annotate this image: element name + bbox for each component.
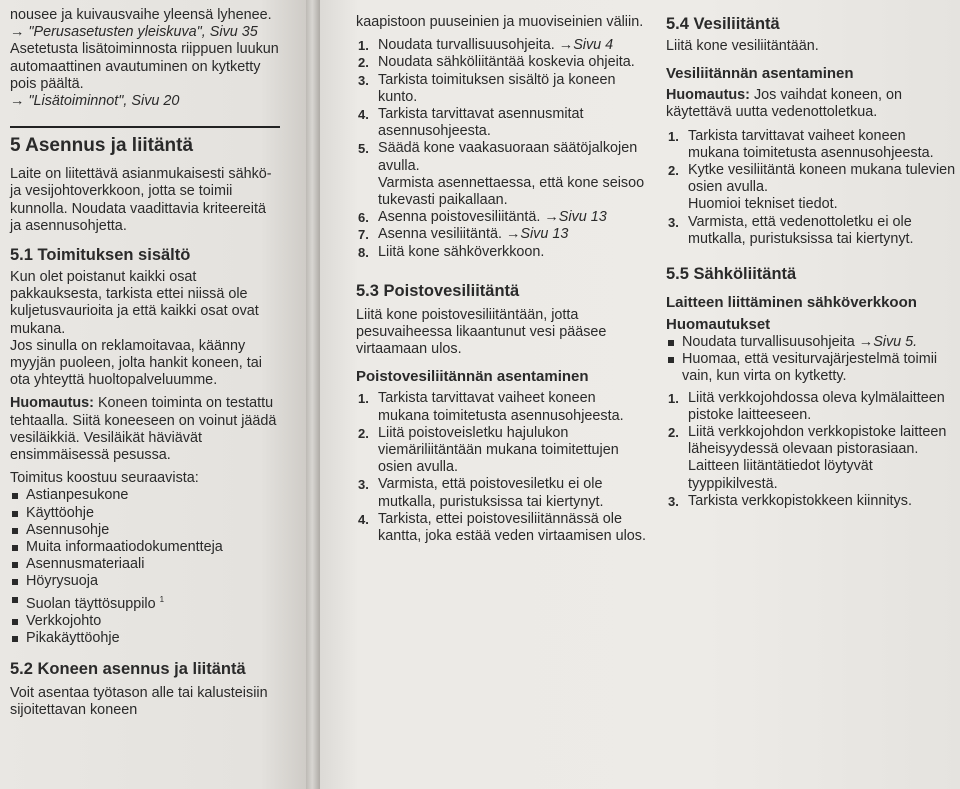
section-5-4-subtitle: Vesiliitännän asentaminen xyxy=(666,65,854,83)
left-page xyxy=(0,0,306,789)
page-ref: Sivu 5. xyxy=(873,334,918,351)
step-item xyxy=(356,425,646,477)
water-steps xyxy=(666,128,956,248)
section-5-2-paragraph: Voit asentaa työtason alle tai kalusteisiin sijoitettavan koneen xyxy=(10,685,268,719)
reference-basic-settings xyxy=(10,24,280,41)
step-item xyxy=(666,493,956,510)
step-item xyxy=(356,476,646,510)
list-item: Verkkojohto xyxy=(10,613,280,630)
arrow-icon: → xyxy=(10,93,25,110)
step-text: Tarkista toimituksen sisältö ja koneen kunto. xyxy=(378,71,616,105)
step-item xyxy=(356,244,646,261)
page-ref: Sivu 13 xyxy=(558,209,607,226)
intro-text: nousee ja kuivausvaihe yleensä lyhenee. xyxy=(10,7,272,23)
step-number: 1. xyxy=(668,128,679,144)
step-extra-text: Varmista asennettaessa, että kone seisoo tukevasti paikallaan. xyxy=(378,174,645,209)
list-item xyxy=(666,334,956,351)
chapter-title: 5 Asennus ja liitäntä xyxy=(10,126,280,158)
reference-text: "Perusasetusten yleiskuva", Sivu 35 xyxy=(28,24,258,41)
step-number: 1. xyxy=(358,38,369,54)
step-number: 8. xyxy=(358,244,369,260)
step-extra-text: Laitteen liitäntätiedot löytyvät tyyppikilvestä. xyxy=(688,458,873,492)
step-text: Tarkista, ettei poistovesiliitännässä ole kantta, joka estää veden virtaamisen ulos. xyxy=(378,510,646,545)
arrow-icon: → xyxy=(558,37,574,54)
step-number: 3. xyxy=(358,72,369,88)
step-text: Varmista, että poistovesiletku ei ole mutkalla, puristuksissa tai kiertynyt. xyxy=(378,476,604,510)
step-text: Säädä kone vaakasuoraan säätöjalkojen avulla. xyxy=(378,140,638,174)
section-5-4-note xyxy=(666,87,956,121)
list-item-text: Suolan täyttösuppilo xyxy=(26,595,156,612)
notes-list xyxy=(666,334,956,386)
step-number: 1. xyxy=(668,390,679,406)
step-item xyxy=(356,226,646,243)
step-number: 2. xyxy=(668,163,679,179)
list-item: Höyrysuoja xyxy=(10,573,280,590)
step-item xyxy=(666,390,956,424)
step-item xyxy=(356,209,646,226)
section-5-1-note xyxy=(10,395,280,464)
installation-steps xyxy=(356,37,646,261)
section-5-4-paragraph: Liitä kone vesiliitäntään. xyxy=(666,38,819,54)
step-text: Tarkista tarvittavat vaiheet koneen mukana toimitetusta asennusohjeesta. xyxy=(688,127,934,161)
step-text: Asenna poistovesiliitäntä. xyxy=(378,209,545,226)
step-item xyxy=(666,162,956,214)
electrical-steps xyxy=(666,390,956,510)
step-number: 3. xyxy=(358,477,369,493)
list-item: Käyttöohje xyxy=(10,505,280,522)
list-item: Muita informaatiodokumentteja xyxy=(10,539,280,556)
right-page xyxy=(320,0,960,789)
step-text: Kytke vesiliitäntä koneen mukana tulevien osien avulla. xyxy=(688,162,956,196)
arrow-icon: → xyxy=(10,24,25,41)
step-text: Tarkista verkkopistokkeen kiinnitys. xyxy=(688,492,912,509)
step-item xyxy=(356,511,646,545)
step-text: Varmista, että vedenottoletku ei ole mutkalla, puristuksissa tai kiertynyt. xyxy=(688,213,914,247)
arrow-icon: → xyxy=(858,334,874,351)
step-number: 4. xyxy=(358,107,369,123)
section-5-1-title: 5.1 Toimituksen sisältö xyxy=(10,246,191,265)
step-item xyxy=(356,140,646,209)
step-number: 2. xyxy=(358,425,369,441)
step-number: 2. xyxy=(358,55,369,71)
page-ref: Sivu 4 xyxy=(573,37,614,54)
step-text: Liitä verkkojohdossa oleva kylmälaitteen pistoke laitteeseen. xyxy=(688,389,945,423)
step-number: 1. xyxy=(358,391,369,407)
section-5-1-paragraph-1: Kun olet poistanut kaikki osat pakkauksesta, tarkista ettei niissä ole kuljetusvaurioita ja että kaikki osat ovat mukana. xyxy=(10,269,259,337)
note-text: Jos vaihdat koneen, on käytettävä uutta vedenottoletkua. xyxy=(666,87,902,121)
note-text: Koneen toiminta on testattu tehtaalla. Siitä koneeseen on voinut jäädä vesiläikkiä. Vesiläikät häviävät ensimmäisessä pesussa. xyxy=(10,395,277,464)
arrow-icon: → xyxy=(544,209,559,226)
step-text: Asenna vesiliitäntä. xyxy=(378,226,506,243)
notes-label: Huomautukset xyxy=(666,316,771,334)
step-text: Liitä verkkojohdon verkkopistoke laitteen läheisyydessä olevaan pistorasiaan. xyxy=(688,424,947,458)
note-label: Huomautus: xyxy=(666,87,750,104)
step-number: 7. xyxy=(358,227,369,243)
step-number: 6. xyxy=(358,210,369,226)
step-number: 3. xyxy=(668,214,679,230)
step-text: Noudata sähköliitäntää koskevia ohjeita. xyxy=(378,54,635,71)
section-5-1-paragraph-2: Jos sinulla on reklamoitavaa, käänny myyjän puoleen, jolta hankit koneen, tai ota yhteyttä huoltopalveluumme. xyxy=(10,337,262,389)
step-text: Liitä poistoveisletku hajulukon viemäriliitäntään mukana toimitettujen osien avulla. xyxy=(378,424,619,476)
step-item xyxy=(666,128,956,162)
step-item xyxy=(356,72,646,106)
step-item xyxy=(356,54,646,71)
step-number: 4. xyxy=(358,511,369,527)
step-text: Noudata turvallisuusohjeita. xyxy=(378,37,559,54)
footnote-mark: 1 xyxy=(159,594,165,604)
arrow-icon: → xyxy=(506,226,521,243)
continuation-text: kaapistoon puuseinien ja muoviseinien väliin. xyxy=(356,14,644,30)
left-column xyxy=(10,0,280,720)
section-5-3-paragraph: Liitä kone poistovesiliitäntään, jotta pesuvaiheessa likaantunut vesi pääsee virtaamaan ulos. xyxy=(356,306,607,358)
section-5-4-title: 5.4 Vesiliitäntä xyxy=(666,15,780,33)
step-item xyxy=(666,424,956,493)
page-ref: Sivu 13 xyxy=(520,226,569,243)
step-number: 2. xyxy=(668,425,679,441)
step-number: 3. xyxy=(668,493,679,509)
reference-additional-functions xyxy=(10,93,280,110)
section-5-3-title: 5.3 Poistovesiliitäntä xyxy=(356,281,520,300)
list-item: Huomaa, että vesiturvajärjestelmä toimii vain, kun virta on kytketty. xyxy=(666,351,956,385)
list-item: Asennusohje xyxy=(10,522,280,539)
step-text: Tarkista tarvittavat vaiheet koneen mukana toimitetusta asennusohjeesta. xyxy=(378,390,624,424)
reference-text: "Lisätoiminnot", Sivu 20 xyxy=(28,93,180,110)
drain-steps xyxy=(356,390,646,545)
step-extra-text: Huomioi tekniset tiedot. xyxy=(688,196,838,213)
step-item xyxy=(356,390,646,424)
step-item xyxy=(666,214,956,248)
delivery-list xyxy=(10,487,280,647)
list-item-text: Noudata turvallisuusohjeita xyxy=(682,334,859,351)
step-text: Liitä kone sähköverkkoon. xyxy=(378,243,545,260)
additional-function-text: Asetetusta lisätoiminnosta riippuen luukun automaattinen avautuminen on kytketty pois päältä. xyxy=(10,41,279,92)
step-text: Tarkista tarvittavat asennusmitat asennusohjeesta. xyxy=(378,106,584,140)
section-5-5-subtitle: Laitteen liittäminen sähköverkkoon xyxy=(666,294,917,312)
step-item xyxy=(356,37,646,54)
section-5-3-subtitle: Poistovesiliitännän asentaminen xyxy=(356,368,589,386)
step-item xyxy=(356,106,646,140)
delivery-list-intro: Toimitus koostuu seuraavista: xyxy=(10,470,199,487)
chapter-intro: Laite on liitettävä asianmukaisesti sähkö- ja vesijohtoverkkoon, jotta se toimii kunnolla. Noudata vaadittavia kriteereitä ja asennusohjetta. xyxy=(10,166,272,234)
step-number: 5. xyxy=(358,141,369,157)
list-item xyxy=(10,591,280,613)
section-5-2-title: 5.2 Koneen asennus ja liitäntä xyxy=(10,660,246,679)
list-item: Asennusmateriaali xyxy=(10,556,280,573)
list-item: Astianpesukone xyxy=(10,487,280,504)
note-label: Huomautus: xyxy=(10,395,94,412)
middle-column xyxy=(356,0,646,545)
section-5-5-title: 5.5 Sähköliitäntä xyxy=(666,265,797,284)
list-item: Pikakäyttöohje xyxy=(10,630,280,647)
right-column xyxy=(666,0,956,510)
book-spine xyxy=(306,0,320,789)
